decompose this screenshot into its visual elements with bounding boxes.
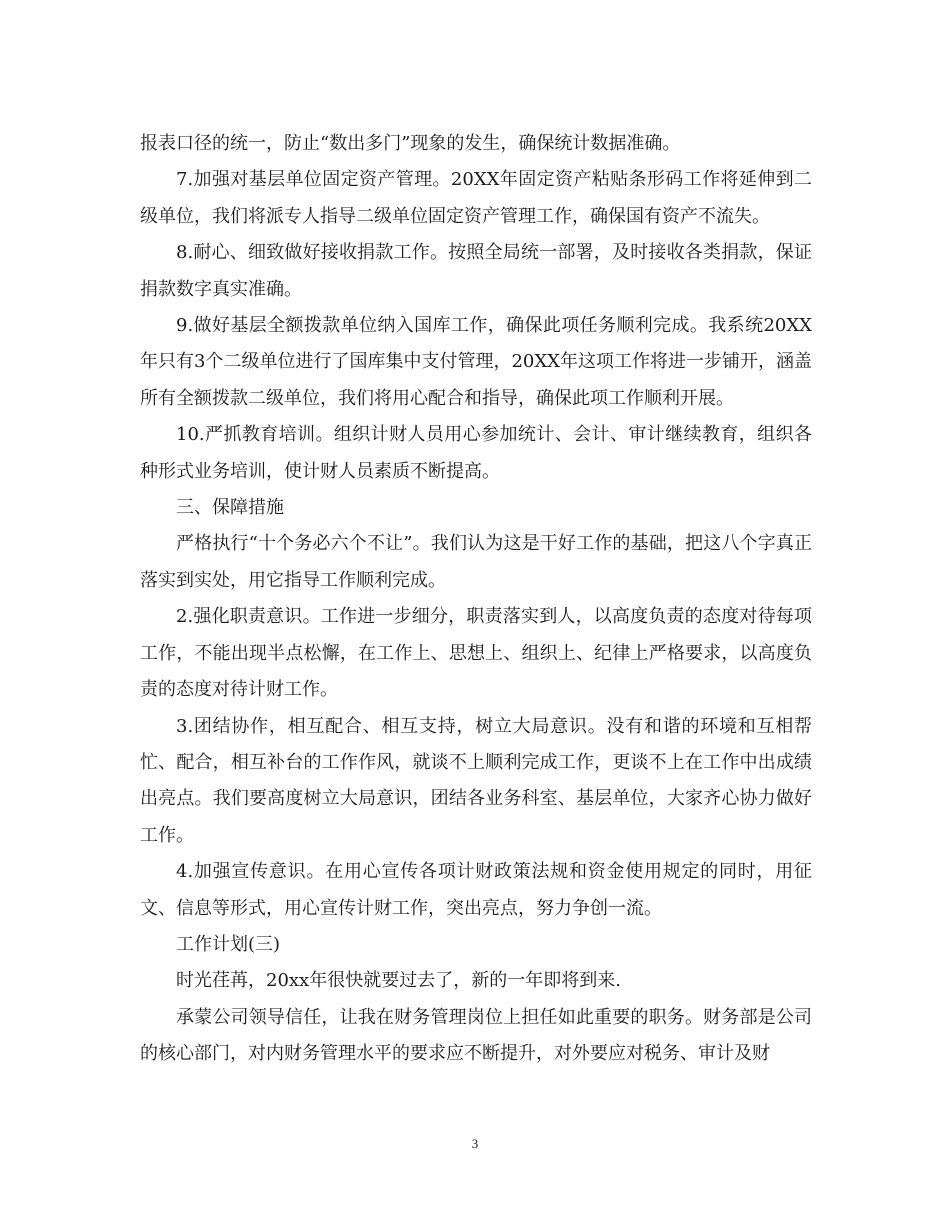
paragraph-item-7: 7.加强对基层单位固定资产管理。20XX年固定资产粘贴条形码工作将延伸到二级单位，我们将派专人指导二级单位固定资产管理工作，确保国有资产不流失。: [140, 169, 812, 227]
paragraph-item-8: 8.耐心、细致做好接收捐款工作。按照全局统一部署，及时接收各类捐款，保证捐款数字真实准确。: [140, 242, 812, 300]
paragraph-continuation: 报表口径的统一，防止“数出多门”现象的发生，确保统计数据准确。: [140, 133, 681, 154]
section-heading-safeguards: 三、保障措施: [176, 497, 284, 519]
paragraph-safeguard-4: 4.加强宣传意识。在用心宣传各项计财政策法规和资金使用规定的同时，用征文、信息等形式，用心宣传计财工作，突出亮点，努力争创一流。: [140, 861, 812, 919]
paragraph-item-9: 9.做好基层全额拨款单位纳入国库工作，确保此项任务顺利完成。我系统20XX年只有3个二级单位进行了国库集中支付管理，20XX年这项工作将进一步铺开，涵盖所有全额拨款二级单位，我们将用心配合和指导，确保此项工作顺利开展。: [140, 315, 812, 409]
document-body: [140, 126, 812, 1073]
paragraph-safeguard-3: 3.团结协作，相互配合、相互支持，树立大局意识。没有和谐的环境和互相帮忙、配合，相互补台的工作作风，就谈不上顺利完成工作，更谈不上在工作中出成绩出亮点。我们要高度树立大局意识，团结各业务科室、基层单位，大家齐心协力做好工作。: [140, 715, 812, 846]
paragraph-safeguard-2: 2.强化职责意识。工作进一步细分，职责落实到人，以高度负责的态度对待每项工作，不能出现半点松懈，在工作上、思想上、组织上、纪律上严格要求，以高度负责的态度对待计财工作。: [140, 606, 812, 701]
paragraph-item-10: 10.严抓教育培训。组织计财人员用心参加统计、会计、审计继续教育，组织各种形式业务培训，使计财人员素质不断提高。: [140, 424, 812, 482]
paragraph-work-plan-intro: 时光荏苒，20xx年很快就要过去了，新的一年即将到来.: [176, 970, 621, 992]
page-number: 3: [471, 1136, 479, 1151]
paragraph-safeguard-1: 严格执行“十个务必六个不让”。我们认为这是干好工作的基础，把这八个字真正落实到实处，用它指导工作顺利完成。: [140, 533, 812, 591]
paragraph-work-plan-body: 承蒙公司领导信任，让我在财务管理岗位上担任如此重要的职务。财务部是公司的核心部门，对内财务管理水平的要求应不断提升，对外要应对税务、审计及财: [140, 1006, 812, 1065]
section-heading-work-plan-3: 工作计划(三): [176, 933, 281, 955]
